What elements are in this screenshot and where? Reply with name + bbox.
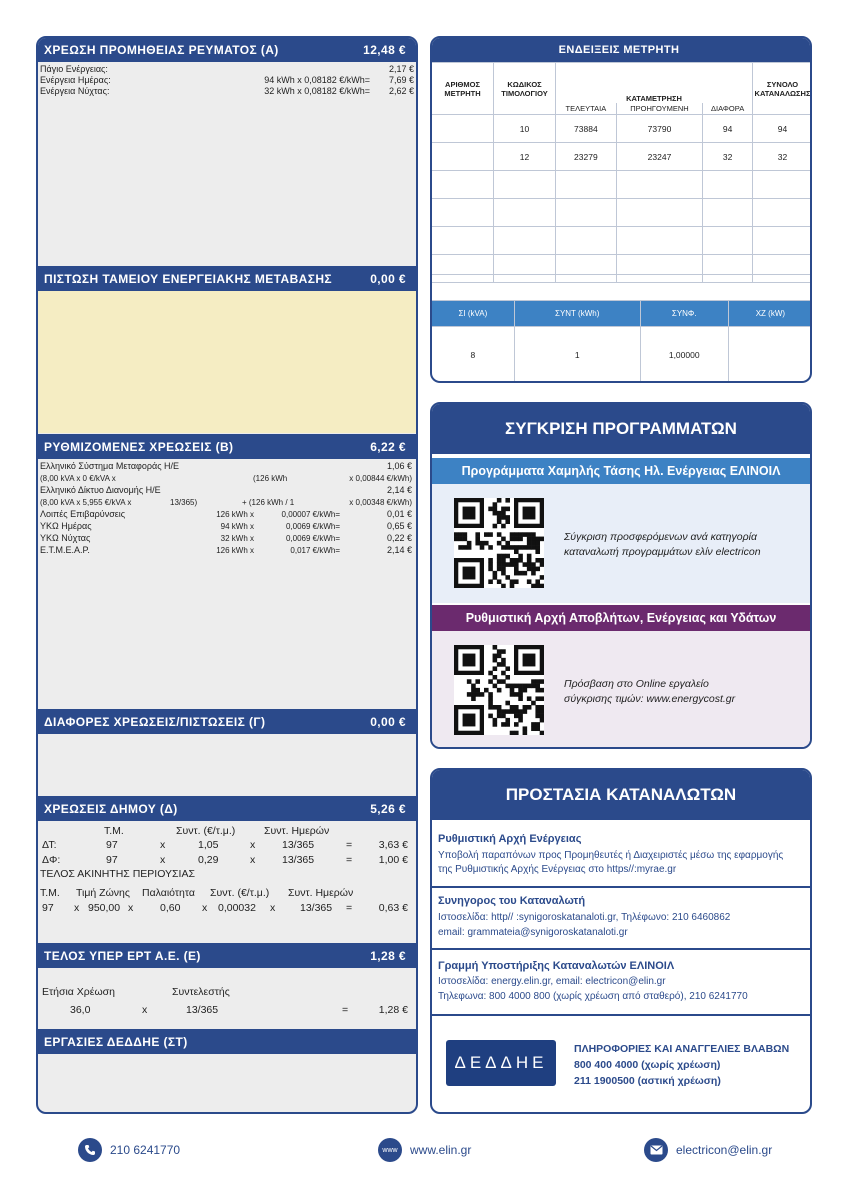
row-label: Ενέργεια Νύχτας: (40, 86, 110, 96)
cell: 950,00 (88, 902, 121, 914)
row-label: Λοιπές Επιβαρύνσεις (40, 509, 126, 519)
row-calc: 32 kWh x (220, 534, 254, 543)
row-calc: 126 kWh x (216, 510, 254, 519)
col-header: Συντ. (€/τ.μ.) (210, 887, 270, 899)
municipal-body (38, 821, 416, 937)
compare-text: Πρόσβαση στο Online εργαλείο (564, 678, 709, 690)
cell: 13/365 (282, 839, 315, 851)
col-header: ΑΡΙΘΜΟΣ ΜΕΤΡΗΤΗ (432, 63, 494, 115)
cell: 1,00000 (640, 327, 728, 383)
cell: x (160, 839, 166, 851)
footer-mail-text: electricon@elin.gr (676, 1143, 773, 1157)
cell: = (346, 839, 353, 851)
cell: 97 (106, 839, 118, 851)
cell: 8 (432, 327, 515, 383)
compare-sub1 (432, 458, 810, 484)
cell: x (202, 902, 208, 914)
deddie-logo (446, 1040, 556, 1086)
row-value: 2,62 € (388, 86, 414, 96)
section-header-municipal (38, 796, 416, 821)
col-header: ΧΖ (kW) (728, 301, 812, 327)
cell: x (160, 854, 166, 866)
tap-title: ΤΕΛΟΣ ΑΚΙΝΗΤΗΣ ΠΕΡΙΟΥΣΙΑΣ (40, 868, 195, 880)
meter-panel (430, 36, 812, 383)
meter-summary-table (431, 300, 812, 383)
row-rate: 0,0069 €/kWh= (285, 522, 340, 531)
col-header: ΔΙΑΦΟΡΑ (703, 103, 753, 115)
table-row (432, 171, 813, 199)
footer-web-text: www.elin.gr (410, 1143, 472, 1157)
section-total: 5,26 € (370, 801, 406, 816)
col-header: Συντελεστής (172, 986, 230, 998)
col-header: ΣΥΝΤ (kWh) (514, 301, 640, 327)
row-value: 2,14 € (386, 485, 412, 495)
cell: x (142, 1004, 148, 1016)
compare-text: σύγκρισης τιμών: www.energycost.gr (564, 693, 736, 705)
cell: 12 (494, 143, 556, 171)
section-text: Τηλεφωνα: 800 4000 800 (χωρίς χρέωση από σταθερό), 210 6241770 (438, 991, 748, 1002)
protection-header (432, 770, 810, 820)
row-value: 1,28 € (378, 1004, 408, 1016)
col-header: Τ.Μ. (104, 825, 124, 837)
row-value: 0,01 € (386, 509, 412, 519)
fund-body (38, 291, 416, 433)
section-title: ΠΙΣΤΩΣΗ ΤΑΜΕΙΟΥ ΕΝΕΡΓΕΙΑΚΗΣ ΜΕΤΑΒΑΣΗΣ (44, 271, 332, 286)
compare-text: Σύγκριση προσφερόμενων ανά κατηγορία (564, 531, 757, 543)
section-header-misc (38, 709, 416, 734)
left-panel (36, 36, 418, 1114)
cell: 94 (753, 115, 813, 143)
cell: 23247 (616, 143, 703, 171)
section-text: email: grammateia@synigoroskatanaloti.gr (438, 927, 628, 938)
section-header-supply (38, 38, 416, 62)
row-detail: 13/365) (170, 498, 198, 507)
row-value: 7,69 € (388, 75, 414, 85)
regulated-body (38, 459, 416, 709)
cell: x (74, 902, 80, 914)
compare-title: ΣΥΓΚΡΙΣΗ ΠΡΟΓΡΑΜΜΑΤΩΝ (505, 419, 737, 438)
row-calc: 32 kWh x 0,08182 €/kWh= (264, 86, 370, 96)
col-header: ΚΩΔΙΚΟΣ ΤΙΜΟΛΟΓΙΟΥ (494, 63, 556, 115)
col-header: ΚΑΤΑΜΕΤΡΗΣΗ (556, 63, 753, 103)
row-label: Ενέργεια Ημέρας: (40, 75, 111, 85)
row-label: ΔΦ: (42, 854, 61, 866)
row-detail: (126 kWh (253, 474, 288, 483)
table-row (432, 199, 813, 227)
compare-sub1-label: Προγράμματα Χαμηλής Τάσης Ηλ. Ενέργειας ΕΛΙΝΟΙΛ (461, 464, 781, 478)
table-row (432, 143, 813, 171)
cell: x (128, 902, 134, 914)
col-header: ΣΥΝΦ. (640, 301, 728, 327)
section-title: ΔΙΑΦΟΡΕΣ ΧΡΕΩΣΕΙΣ/ΠΙΣΤΩΣΕΙΣ (Γ) (44, 714, 266, 729)
col-header: Τιμή Ζώνης (76, 887, 130, 899)
section-title: ΤΕΛΟΣ ΥΠΕΡ ΕΡΤ Α.Ε. (Ε) (44, 948, 201, 963)
section-header-fund (38, 266, 416, 291)
section-header-deddie-work (38, 1029, 416, 1054)
meter-gap (432, 274, 810, 300)
row-rate: 0,00007 €/kWh= (281, 510, 340, 519)
cell: 1 (514, 327, 640, 383)
row-label: Ε.Τ.Μ.Ε.Α.Ρ. (40, 545, 90, 555)
section-header-regulated (38, 434, 416, 459)
globe-icon (378, 1138, 402, 1162)
footer-phone[interactable] (78, 1138, 180, 1162)
footer-web[interactable] (378, 1138, 471, 1162)
cell: x (250, 839, 256, 851)
col-header: ΣΙ (kVA) (432, 301, 515, 327)
col-header: ΠΡΟΗΓΟΥΜΕΝΗ (616, 103, 703, 115)
cell: 97 (106, 854, 118, 866)
protection-panel (430, 768, 812, 1114)
cell (432, 143, 494, 171)
ert-body (38, 968, 416, 1030)
compare-header (432, 404, 810, 454)
meter-table (431, 62, 812, 283)
section-title: ΡΥΘΜΙΖΟΜΕΝΕΣ ΧΡΕΩΣΕΙΣ (Β) (44, 439, 234, 454)
logo-text: ΔΕΔΔΗΕ (454, 1053, 548, 1072)
row-calc: 94 kWh x (220, 522, 254, 531)
section-title: ΧΡΕΩΣΕΙΣ ΔΗΜΟΥ (Δ) (44, 801, 178, 816)
phone-icon (78, 1138, 102, 1162)
row-value: 0,63 € (378, 902, 408, 914)
cell: 97 (42, 902, 54, 914)
cell: 1,05 (198, 839, 219, 851)
section-text: της Ρυθμιστικής Αρχής Ενέργειας στο https//:myrae.gr (438, 864, 677, 875)
row-label: ΥΚΩ Νύχτας (40, 533, 91, 543)
section-title: Συνηγορος του Καταναλωτή (438, 895, 586, 907)
cell: 94 (703, 115, 753, 143)
section-total: 0,00 € (370, 271, 406, 286)
cell (728, 327, 812, 383)
row-value: 1,06 € (386, 461, 412, 471)
cell: 23279 (556, 143, 617, 171)
cell: 73884 (556, 115, 617, 143)
row-label: ΥΚΩ Ημέρας (40, 521, 92, 531)
cell: 0,29 (198, 854, 219, 866)
table-row (432, 227, 813, 255)
cell: 32 (703, 143, 753, 171)
cell: 73790 (616, 115, 703, 143)
footer-phone-text: 210 6241770 (110, 1143, 181, 1157)
cell: 10 (494, 115, 556, 143)
col-header: Συντ. Ημερών (288, 887, 354, 899)
section-total: 1,28 € (370, 948, 406, 963)
web-icon-text: www (382, 1146, 398, 1154)
footer-mail[interactable] (644, 1138, 772, 1162)
col-header: Τ.Μ. (40, 887, 60, 899)
cell: 13/365 (300, 902, 333, 914)
section-header-ert (38, 943, 416, 968)
cell (432, 115, 494, 143)
cell: = (342, 1004, 349, 1016)
qr-code-icon (454, 498, 544, 588)
meter-header (432, 38, 810, 62)
section-text: Ιστοσελίδα: energy.elin.gr, email: electricon@elin.gr (438, 976, 666, 987)
cell: 0,00032 (218, 902, 256, 914)
row-label: ΔΤ: (42, 839, 57, 851)
row-detail: x 0,00844 €/kWh) (349, 474, 412, 483)
col-header: ΤΕΛΕΥΤΑΙΑ (556, 103, 617, 115)
cell: 13/365 (186, 1004, 219, 1016)
row-detail: x 0,00348 €/kWh) (349, 498, 412, 507)
cell: x (270, 902, 276, 914)
section-title: ΧΡΕΩΣΗ ΠΡΟΜΗΘΕΙΑΣ ΡΕΥΜΑΤΟΣ (Α) (44, 43, 279, 57)
section-title: Γραμμή Υποστήριξης Καταναλωτών ΕΛΙΝΟΙΛ (438, 960, 675, 972)
row-value: 2,17 € (388, 64, 414, 74)
info-line: ΠΛΗΡΟΦΟΡΙΕΣ ΚΑΙ ΑΝΑΓΓΕΛΙΕΣ ΒΛΑΒΩΝ (574, 1043, 790, 1055)
row-value: 0,65 € (386, 521, 412, 531)
row-detail: + (126 kWh / 1 (242, 498, 295, 507)
compare-sub2 (432, 605, 810, 631)
row-calc: 94 kWh x 0,08182 €/kWh= (264, 75, 370, 85)
col-header: Παλαιότητα (142, 887, 195, 899)
compare-sub2-label: Ρυθμιστική Αρχή Αποβλήτων, Ενέργειας και Υδάτων (465, 611, 777, 625)
row-rate: 0,0069 €/kWh= (285, 534, 340, 543)
cell: x (250, 854, 256, 866)
info-line: 211 1900500 (αστική χρέωση) (574, 1075, 721, 1087)
row-calc: 126 kWh x (216, 546, 254, 555)
row-detail: (8,00 kVA x 0 €/kVA x (40, 474, 116, 483)
cell: 13/365 (282, 854, 315, 866)
protection-title: ΠΡΟΣΤΑΣΙΑ ΚΑΤΑΝΑΛΩΤΩΝ (505, 785, 737, 804)
col-header: Συντ. Ημερών (264, 825, 330, 837)
section-title: ΕΡΓΑΣΙΕΣ ΔΕΔΔΗΕ (ΣΤ) (44, 1034, 188, 1049)
cell: = (346, 854, 353, 866)
section-text: Υποβολή παραπόνων προς Προμηθευτές ή Διαχειριστές μέσω της εφαρμογής (438, 850, 784, 861)
section-text: Ιστοσελίδα: http// :synigoroskatanaloti.gr, Τηλέφωνο: 210 6460862 (438, 912, 731, 923)
section-total: 6,22 € (370, 439, 406, 454)
info-line: 800 400 4000 (χωρίς χρέωση) (574, 1059, 721, 1071)
mail-icon (644, 1138, 668, 1162)
row-label: Πάγιο Ενέργειας: (40, 64, 108, 74)
section-total: 0,00 € (370, 714, 406, 729)
row-value: 2,14 € (386, 545, 412, 555)
meter-title: ΕΝΔΕΙΞΕΙΣ ΜΕΤΡΗΤΗ (558, 44, 680, 56)
qr-code-icon (454, 645, 544, 735)
row-label: Ελληνικό Δίκτυο Διανομής Η/Ε (40, 485, 161, 495)
cell: 36,0 (70, 1004, 91, 1016)
section-total: 12,48 € (363, 43, 406, 57)
row-value: 0,22 € (386, 533, 412, 543)
compare-text: καταναλωτή προγραμμάτων ελίν electricon (564, 546, 761, 558)
cell: 0,60 (160, 902, 181, 914)
col-header: Συντ. (€/τ.μ.) (176, 825, 236, 837)
table-row (432, 115, 813, 143)
col-header: ΣΥΝΟΛΟ ΚΑΤΑΝΑΛΩΣΗΣ (753, 63, 813, 115)
cell: 32 (753, 143, 813, 171)
row-value: 3,63 € (378, 839, 408, 851)
row-detail: (8,00 kVA x 5,955 €/kVA x (40, 498, 132, 507)
row-value: 1,00 € (378, 854, 408, 866)
row-rate: 0,017 €/kWh= (290, 546, 340, 555)
supply-body (38, 62, 416, 274)
row-label: Ελληνικό Σύστημα Μεταφοράς Η/Ε (40, 461, 180, 471)
col-header: Ετήσια Χρέωση (42, 986, 115, 998)
section-title: Ρυθμιστική Αρχή Ενέργειας (438, 833, 582, 845)
compare-panel (430, 402, 812, 749)
cell: = (346, 902, 353, 914)
